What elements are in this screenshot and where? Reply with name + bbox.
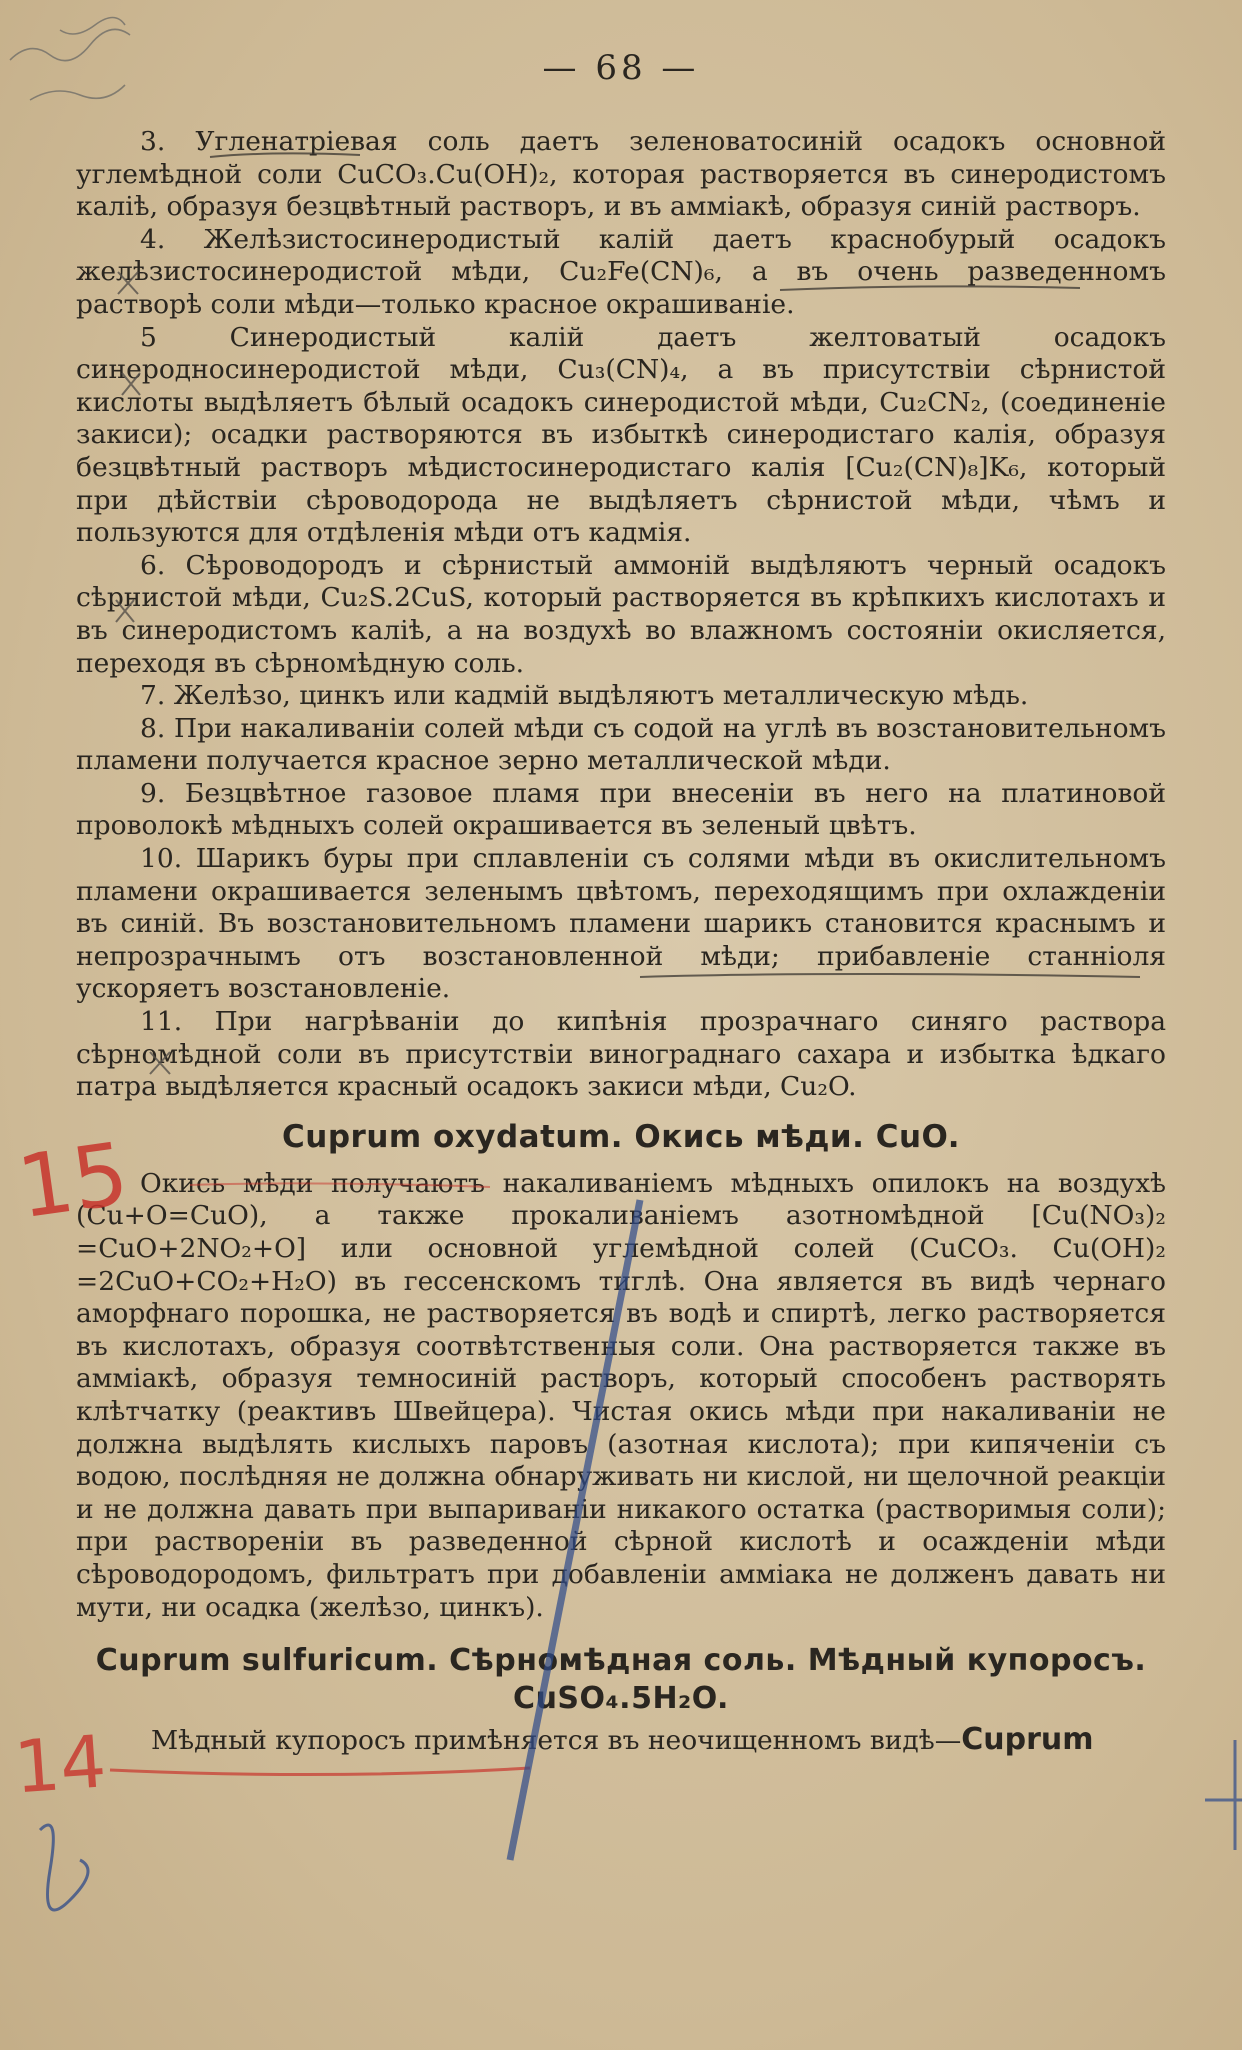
- paragraph-item-8: 8. При накаливанiи солей мѣди съ содой на углѣ въ возстановительномъ пламени получается красное зерно металлической мѣди.: [76, 712, 1166, 777]
- paragraph-item-6: 6. Сѣроводородъ и сѣрнистый аммонiй выдѣляютъ черный осадокъ сѣрнистой мѣди, Cu₂S.2CuS, который растворяется въ крѣпкихъ кислотахъ и въ синеродистомъ калiѣ, а на воздухѣ во влажномъ состоянiи окисляется, переходя въ сѣрномѣдную соль.: [76, 549, 1166, 679]
- paragraph-item-7: 7. Желѣзо, цинкъ или кадмiй выдѣляютъ металлическую мѣдь.: [140, 680, 1029, 712]
- last-line-brand: Cuprum: [961, 1722, 1094, 1758]
- margin-note-14: 14: [11, 1719, 109, 1810]
- section-heading-cuprum-oxydatum: Cuprum oxydatum. Окись мѣди. CuO.: [282, 1118, 960, 1155]
- page-body: [76, 126, 1166, 1758]
- paragraph-cuprum-oxydatum: Окись мѣди получаютъ накаливанiемъ мѣдныхъ опилокъ на воздухѣ (Cu+O=CuO), а также прокаливанiемъ азотномѣдной [Cu(NO₃)₂ =CuO+2NO₂+O] или основной углемѣдной солей (CuCO₃. Cu(OH)₂ =2CuO+CO₂+H₂O) въ гессенскомъ тиглѣ. Она является въ видѣ чернаго аморфнаго порошка, не растворяется въ водѣ и спиртѣ, легко растворяется въ кислотахъ, образуя соотвѣтственныя соли. Она растворяется также въ амміакѣ, образуя темносинiй растворъ, который способенъ растворять клѣтчатку (реактивъ Швейцера). Чистая окись мѣди при накаливанiи не должна выдѣлять кислыхъ паровъ (азотная кислота); при кипяченiи съ водою, послѣдняя не должна обнаруживать ни кислой, ни щелочной реакцiи и не должна давать при выпариванiи никакого остатка (растворимыя соли); при растворенiи въ разведенной сѣрной кислотѣ и осажденiи мѣди сѣроводородомъ, фильтратъ при добавленiи амміака не долженъ давать ни мути, ни осадка (желѣзо, цинкъ).: [76, 1167, 1166, 1623]
- paragraph-item-10: 10. Шарикъ буры при сплавленiи съ солями мѣди въ окислительномъ пламени окрашивается зеленымъ цвѣтомъ, переходящимъ при охлажденiи въ синiй. Въ возстановительномъ пламени шарикъ становится краснымъ и непрозрачнымъ отъ возстановленной мѣди; прибавленiе станнiоля ускоряетъ возстановленiе.: [76, 843, 1166, 1005]
- paragraph-item-9: 9. Безцвѣтное газовое пламя при внесенiи въ него на платиновой проволокѣ мѣдныхъ солей окрашивается въ зеленый цвѣтъ.: [76, 777, 1166, 842]
- section-heading-cuprum-sulfuricum: Cuprum sulfuricum. Сѣрномѣдная соль. Мѣдный купоросъ. CuSO₄.5H₂O.: [95, 1643, 1147, 1717]
- red-heading-underline: [110, 1768, 530, 1775]
- blue-margin-scribble: [40, 1825, 88, 1910]
- paragraph-item-5: 5 Синеродистый калiй даетъ желтоватый осадокъ синеродносинеродистой мѣди, Cu₃(CN)₄, а въ присутствiи сѣрнистой кислоты выдѣляетъ бѣлый осадокъ синеродистой мѣди, Cu₂CN₂, (соединенiе закиси); осадки растворяются въ избыткѣ синеродистаго калiя, образуя безцвѣтный растворъ мѣдистосинеродистаго калiя [Cu₂(CN)₈]K₆, который при дѣйствiи сѣроводорода не выдѣляетъ сѣрнистой мѣди, чѣмъ и пользуются для отдѣленiя мѣди отъ кадмiя.: [76, 321, 1166, 549]
- blue-plus-mark: [1205, 1740, 1242, 1850]
- margin-note-15: 15: [11, 1124, 135, 1239]
- paragraph-item-3: 3. Угленатрiевая соль даетъ зеленоватосинiй осадокъ основной углемѣдной соли CuCO₃.Cu(OH)₂, которая растворяется въ синеродистомъ калiѣ, образуя безцвѣтный растворъ, и въ амміакѣ, образуя синiй растворъ.: [76, 126, 1166, 223]
- page-number: — 68 —: [542, 48, 700, 88]
- last-line-text: Мѣдный купоросъ примѣняется въ неочищенномъ видѣ—: [151, 1725, 962, 1757]
- paragraph-cuprum-sulfuricum: [76, 1724, 1166, 1758]
- paragraph-item-11: 11. При нагрѣванiи до кипѣнiя прозрачнаго синяго раствора сѣрномѣдной соли въ присутствiи винограднаго сахара и избытка ѣдкаго патра выдѣляется красный осадокъ закиси мѣди, Cu₂O.: [76, 1006, 1166, 1103]
- paragraph-item-4: 4. Желѣзистосинеродистый калiй даетъ краснобурый осадокъ желѣзистосинеродистой мѣди, Cu₂Fe(CN)₆, а въ очень разведенномъ растворѣ соли мѣди—только красное окрашиванiе.: [76, 223, 1166, 320]
